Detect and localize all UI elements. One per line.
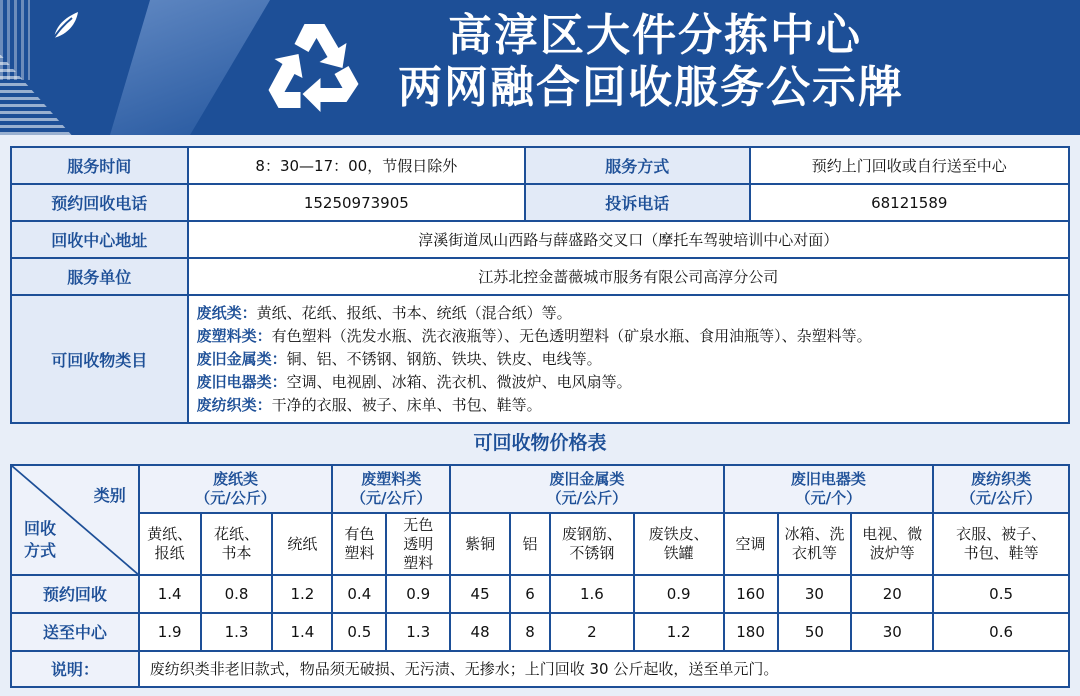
table-row: [11, 613, 1069, 651]
category-item: [197, 394, 1060, 417]
group-header: [933, 465, 1069, 513]
group-header: [724, 465, 934, 513]
category-items: 空调、电视剧、冰箱、洗衣机、微波炉、电风扇等。: [286, 372, 632, 391]
sub-line: 塑料: [403, 553, 434, 572]
sub-line: 透明: [403, 534, 434, 553]
sub-line: 黄纸、: [147, 525, 193, 543]
category-item: [197, 302, 1060, 325]
price-cell: 0.9: [634, 575, 724, 613]
price-table: [10, 464, 1070, 688]
subcategory-header: [332, 513, 386, 575]
sub-line: 波炉等: [869, 544, 915, 562]
price-cell: 1.6: [550, 575, 634, 613]
price-cell: 6: [510, 575, 550, 613]
subcategory-header: [933, 513, 1069, 575]
category-items: 铜、铝、不锈钢、钢筋、铁块、铁皮、电线等。: [286, 349, 602, 368]
subcategory-header: [778, 513, 852, 575]
table-row: [11, 575, 1069, 613]
price-cell: 0.5: [332, 613, 386, 651]
price-cell: 0.9: [386, 575, 450, 613]
note-label: 说明：: [11, 651, 139, 687]
price-cell: 20: [851, 575, 933, 613]
price-cell: 0.8: [201, 575, 273, 613]
category-name: 废旧电器类：: [196, 372, 287, 391]
sub-line: 塑料: [344, 544, 375, 562]
group-unit: （元/公斤）: [960, 489, 1042, 507]
service-info-table: [10, 146, 1070, 424]
group-name: 废旧电器类: [790, 470, 866, 488]
complaint-phone-label: 投诉电话: [525, 184, 750, 221]
category-items: 黄纸、花纸、报纸、书本、统纸（混合纸）等。: [256, 303, 572, 322]
title-line-1: 高淳区大件分拣中心: [448, 10, 862, 61]
price-cell: 1.3: [386, 613, 450, 651]
subcategory-header: [510, 513, 550, 575]
price-cell: 8: [510, 613, 550, 651]
corner-category-label: 类别: [93, 486, 126, 505]
decorative-stripes-vertical: [0, 0, 30, 80]
price-cell: 0.5: [933, 575, 1069, 613]
corner-cell: [11, 465, 139, 575]
price-cell: 1.4: [139, 575, 201, 613]
group-header: [332, 465, 450, 513]
sub-line: 冰箱、洗: [784, 525, 845, 543]
group-name: 废塑料类: [361, 470, 422, 488]
price-cell: 1.3: [201, 613, 273, 651]
address-value: 淳溪街道凤山西路与薛盛路交叉口（摩托车驾驶培训中心对面）: [188, 221, 1069, 258]
category-name: 废纸类：: [196, 303, 257, 322]
leaf-icon: [48, 8, 82, 42]
price-cell: 48: [450, 613, 510, 651]
price-table-title: 可回收物价格表: [473, 432, 607, 454]
category-name: 废塑料类：: [196, 326, 272, 345]
price-cell: 2: [550, 613, 634, 651]
price-cell: 30: [851, 613, 933, 651]
service-time-label: 服务时间: [11, 147, 188, 184]
group-unit: （元/公斤）: [546, 489, 628, 507]
sub-line: 铁罐: [663, 544, 694, 562]
category-item: [197, 325, 1060, 348]
service-mode-value: 预约上门回收或自行送至中心: [750, 147, 1069, 184]
note-text: 废纺织类非老旧款式，物品须无破损、无污渍、无掺水；上门回收 30 公斤起收，送至单元门。: [139, 651, 1069, 687]
complaint-phone-value: 68121589: [750, 184, 1069, 221]
category-name: 废旧金属类：: [196, 349, 287, 368]
group-name: 废纺织类: [971, 470, 1032, 488]
corner-mode-line2: 方式: [24, 541, 57, 560]
subcategory-header: [550, 513, 634, 575]
sub-line: 衣服、被子、: [956, 525, 1047, 543]
sub-line: 报纸: [154, 544, 185, 562]
sub-line: 废钢筋、: [561, 525, 622, 543]
subcategory-header: [386, 513, 450, 575]
price-cell: 0.4: [332, 575, 386, 613]
sub-line: 无色: [403, 515, 434, 534]
sub-line: 统纸: [287, 534, 318, 553]
categories-list: [188, 295, 1069, 423]
recycle-icon: [262, 16, 367, 116]
service-mode-label: 服务方式: [525, 147, 750, 184]
price-cell: 1.9: [139, 613, 201, 651]
subcategory-header: [450, 513, 510, 575]
sub-line: 废铁皮、: [648, 525, 709, 543]
header-banner: [0, 0, 1080, 135]
subcategory-header: [201, 513, 273, 575]
sub-line: 书本: [221, 544, 252, 562]
price-cell: 1.2: [634, 613, 724, 651]
corner-mode-line1: 回收: [24, 519, 57, 538]
categories-label: 可回收物类目: [11, 295, 188, 423]
sub-line: 电视、微: [862, 525, 923, 543]
group-header: [139, 465, 333, 513]
price-cell: 45: [450, 575, 510, 613]
group-name: 废纸类: [213, 470, 259, 488]
sub-line: 衣机等: [791, 544, 837, 562]
unit-value: 江苏北控金蔷薇城市服务有限公司高淳分公司: [188, 258, 1069, 295]
sub-line: 空调: [735, 534, 766, 553]
subcategory-header: [272, 513, 332, 575]
unit-label: 服务单位: [11, 258, 188, 295]
sub-line: 铝: [522, 534, 538, 553]
sub-line: 有色: [344, 525, 375, 543]
category-items: 干净的衣服、被子、床单、书包、鞋等。: [271, 395, 542, 414]
group-header: [450, 465, 723, 513]
group-unit: （元/个）: [795, 489, 862, 507]
price-cell: 0.6: [933, 613, 1069, 651]
booking-phone-label: 预约回收电话: [11, 184, 188, 221]
subcategory-header: [139, 513, 201, 575]
category-item: [197, 371, 1060, 394]
booking-phone-value: 15250973905: [188, 184, 525, 221]
sub-line: 紫铜: [465, 534, 496, 553]
address-label: 回收中心地址: [11, 221, 188, 258]
sub-line: 不锈钢: [569, 544, 615, 562]
row-label-booking: 预约回收: [11, 575, 139, 613]
subcategory-header: [634, 513, 724, 575]
subcategory-header: [724, 513, 778, 575]
sub-line: 花纸、: [214, 525, 260, 543]
corner-mode-label: [24, 518, 56, 562]
row-label-dropoff: 送至中心: [11, 613, 139, 651]
price-cell: 160: [724, 575, 778, 613]
group-unit: （元/公斤）: [195, 489, 276, 507]
category-item: [197, 348, 1060, 371]
price-cell: 180: [724, 613, 778, 651]
price-cell: 1.4: [272, 613, 332, 651]
subcategory-header: [851, 513, 933, 575]
group-unit: （元/公斤）: [351, 489, 432, 507]
service-time-value: 8：30—17：00，节假日除外: [188, 147, 525, 184]
decorative-triangle: [70, 0, 270, 135]
title-line-2: 两网融合回收服务公示牌: [398, 62, 904, 113]
price-cell: 1.2: [272, 575, 332, 613]
group-name: 废旧金属类: [549, 470, 625, 488]
price-cell: 50: [778, 613, 852, 651]
sub-line: 书包、鞋等: [963, 544, 1039, 562]
category-name: 废纺织类：: [196, 395, 272, 414]
category-items: 有色塑料（洗发水瓶、洗衣液瓶等）、无色透明塑料（矿泉水瓶、食用油瓶等）、杂塑料等。: [271, 326, 872, 345]
price-cell: 30: [778, 575, 852, 613]
